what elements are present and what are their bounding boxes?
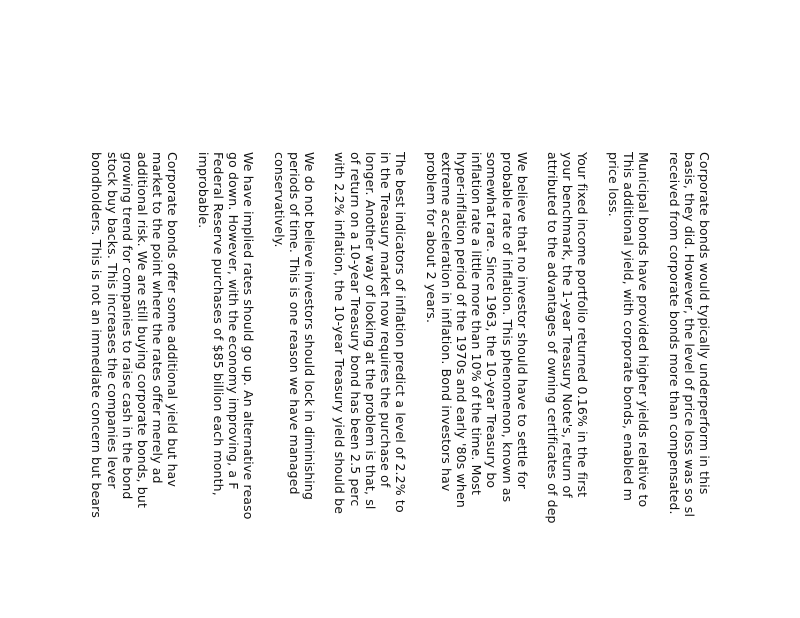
paragraph-gap (408, 152, 423, 618)
text-line: extreme acceleration in inflation. Bond investors hav (438, 152, 454, 492)
paragraph-gap (317, 152, 332, 618)
text-line: price loss. (605, 152, 621, 217)
text-line: This additional yield, with corporate bonds, enabled m (621, 152, 637, 502)
text-line: growing trend for companies to raise cash in the bond (119, 152, 135, 500)
paragraph-gap (256, 152, 271, 618)
text-line: Corporate bonds would typically underperform in this (697, 152, 712, 495)
rotated-letter-page (72, 152, 712, 618)
paragraph (423, 152, 529, 618)
text-line: probable rate of inflation. This phenomenon, known as (499, 152, 515, 503)
paragraph-gap (591, 152, 606, 618)
text-line: We believe that no investor should have to settle for (514, 152, 530, 490)
paragraph-gap (530, 152, 545, 618)
paragraph (196, 152, 257, 618)
paragraph (606, 152, 652, 618)
text-line: periods of time. This is one reason we have managed (286, 152, 302, 495)
text-line: longer. Another way of looking at the problem is that, sl (362, 152, 378, 510)
text-line: improbable. (195, 152, 211, 229)
text-line: go down. However, with the economy improving, a F (226, 152, 242, 490)
paragraph (89, 152, 180, 618)
paragraph-gap (180, 152, 195, 618)
paragraph (666, 152, 712, 618)
text-line: Federal Reserve purchases of $85 billion each month, (211, 152, 226, 496)
text-line: We do not believe investors should lock in diminishing (302, 152, 318, 501)
text-line: basis, they did. However, the level of price loss was so sl (681, 152, 697, 518)
text-line: stock buy backs. This increases the companies lever (104, 152, 120, 489)
text-line: somewhat rare. Since 1963, the 10-year Treasury bo (484, 152, 500, 489)
text-line: Corporate bonds offer some additional yield but hav (165, 152, 181, 487)
text-line: attributed to the advantages of owning certificates of dep (545, 152, 561, 524)
text-line: Municipal bonds have provided higher yields relative to (636, 152, 652, 508)
text-line: The best indicators of inflation predict a level of 2.2% to (393, 152, 409, 513)
text-line: market to the point where the rates offer merely ad (150, 152, 166, 484)
text-line: bondholders. This is not an immediate concern but bears (89, 152, 105, 519)
text-line: conservatively. (271, 152, 287, 248)
text-line: in the Treasury market now requires the purchase of (378, 152, 394, 488)
paragraph (272, 152, 318, 618)
text-line: inflation rate a little more than 10% of the time. Most (469, 152, 485, 496)
text-line: with 2.2% inflation, the 10-year Treasury yield should be (332, 152, 348, 515)
text-line: Your fixed income portfolio returned 0.16% in the first (575, 152, 591, 498)
text-line: of return on a 10-year Treasury bond has been 2.5 perc (347, 152, 363, 507)
text-line: received from corporate bonds more than compensated. (666, 152, 682, 515)
text-line: We have implied rates should go up. An alternative reaso (241, 152, 257, 520)
text-line: your benchmark, the 1-year Treasury Note's, return of (560, 152, 576, 498)
text-line: problem for about 2 years. (423, 152, 439, 324)
paragraph (545, 152, 591, 618)
paragraph (332, 152, 408, 618)
text-line: hyper-inflation period of the 1970s and early '80s when (454, 152, 469, 508)
paragraph-gap (651, 152, 666, 618)
text-line: additional risk. We are still buying corporate bonds, but (135, 152, 151, 509)
